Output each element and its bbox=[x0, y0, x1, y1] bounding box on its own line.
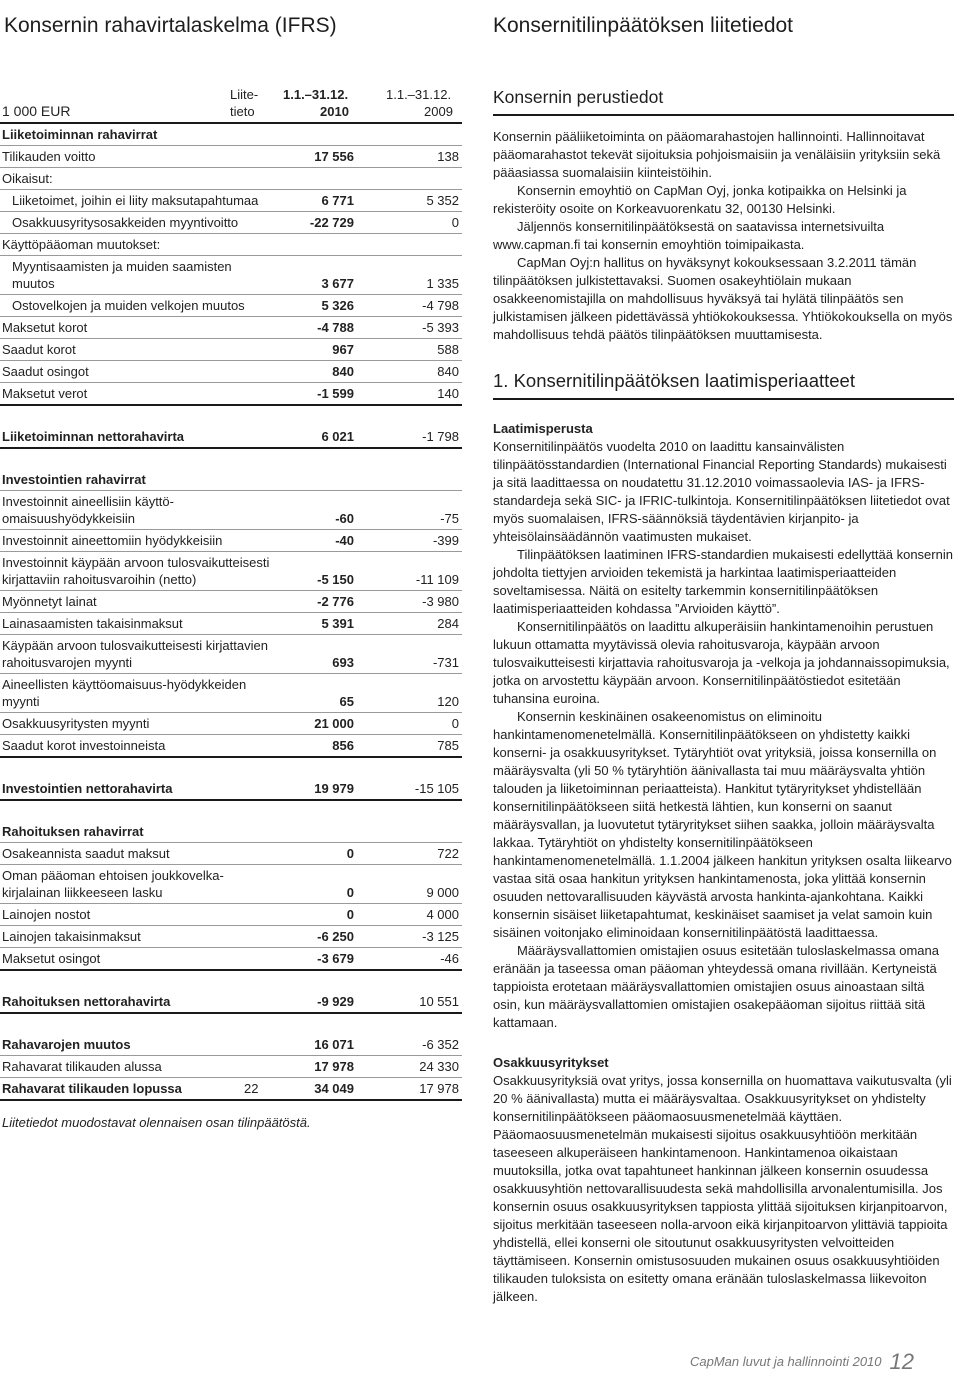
table-row bbox=[0, 735, 462, 758]
value-2009: 1 335 bbox=[426, 276, 459, 291]
table-row bbox=[0, 552, 462, 591]
value-2010: 34 049 bbox=[314, 1081, 354, 1096]
value-2010: -40 bbox=[335, 533, 354, 548]
page-title-right: Konsernitilinpäätöksen liitetiedot bbox=[493, 14, 794, 37]
value-2009: -4 798 bbox=[422, 298, 459, 313]
value-2010: 19 979 bbox=[314, 781, 354, 796]
total-row-investing bbox=[0, 778, 462, 801]
table-row bbox=[0, 865, 462, 904]
row-label: Käypään arvoon tulosvaikutteisesti kirjattavien rahoitusvarojen myynti bbox=[2, 638, 268, 670]
paragraph: Jäljennös konsernitilinpäätöksestä on saatavissa internetsivuilta www.capman.fi tai konsernin emoyhtiön toimipaikasta. bbox=[493, 219, 885, 252]
value-2009: -6 352 bbox=[422, 1037, 459, 1052]
table-row bbox=[0, 168, 462, 190]
row-label: Rahoituksen nettorahavirta bbox=[2, 994, 171, 1009]
value-2009: 4 000 bbox=[426, 907, 459, 922]
table-row bbox=[0, 339, 462, 361]
note-header-line2: tieto bbox=[230, 104, 255, 119]
value-2009: 17 978 bbox=[419, 1081, 459, 1096]
total-row-financing bbox=[0, 991, 462, 1014]
unit-label: 1 000 EUR bbox=[2, 103, 71, 119]
paragraph: Konsernin keskinäinen osakeenomistus on eliminoitu hankintamenomenetelmällä. Konsernitilinpäätökseen on yhdistetty kaikki konserni- ja osakkuusyritykset. Tytäryhtiöt ovat yrityksiä, joissa konsernilla on määräysvalta (yli 50 % tytäryhtiön äänivallasta tai muu määräysvalta yhtiön talouden ja liiketoiminnan periaatteista). Hankitut tytäryritykset yhdistellään konsernitilinpäätökseen siitä hetkestä lähtien, kun konserni on saanut määräysvallan, ja luovutetut tytäryritykset siihen saakka, jolloin määräysvalta lakkaa. Tytäryhtiöt on yhdistelty konsernitilinpäätökseen hankintamenomenetelmällä. 1.1.2004 jälkeen hankitun yrityksen osalta liikearvo vastaa sitä osaa hankitun yrityksen hankintamenosta, joka ylittää konsernin osuuden nettovarallisuuden käyvästä arvosta hankinta-ajankohtana. Kaikki konsernin sisäiset liiketapahtumat, keskinäiset saamiset ja velat samoin kuin sisäinen voitonjako eliminoidaan konsernitilinpäätöstä laadittaessa. bbox=[493, 709, 952, 940]
note-header: Liite- bbox=[230, 87, 259, 102]
value-2010: 6 771 bbox=[321, 193, 354, 208]
value-2009: -399 bbox=[432, 533, 459, 548]
value-2010: 17 556 bbox=[314, 149, 354, 164]
value-2009: 0 bbox=[451, 215, 459, 230]
value-2010: 65 bbox=[339, 694, 354, 709]
value-2010: 0 bbox=[346, 846, 354, 861]
row-label: Liiketoiminnan rahavirrat bbox=[2, 127, 158, 142]
value-2009: -731 bbox=[432, 655, 459, 670]
section-heading-basic-info: Konsernin perustiedot bbox=[493, 88, 954, 116]
row-label: Myönnetyt lainat bbox=[2, 594, 97, 609]
table-row bbox=[0, 613, 462, 635]
col-2010-period: 1.1.–31.12. bbox=[283, 87, 349, 102]
row-label: Investoinnit käypään arvoon tulosvaikutteisesti kirjattaviin rahoitusvaroihin (netto) bbox=[2, 555, 270, 587]
value-2010: 5 326 bbox=[321, 298, 354, 313]
value-2010: -9 929 bbox=[317, 994, 354, 1009]
cash-flow-table bbox=[0, 78, 462, 1130]
page-title-left: Konsernin rahavirtalaskelma (IFRS) bbox=[4, 14, 337, 37]
value-2009: 138 bbox=[437, 149, 459, 164]
row-label: Rahavarat tilikauden alussa bbox=[2, 1059, 162, 1074]
row-label: Käyttöpääoman muutokset: bbox=[2, 237, 161, 252]
table-row bbox=[0, 1056, 462, 1078]
value-2010: 840 bbox=[332, 364, 354, 379]
paragraph: Osakkuusyrityksiä ovat yritys, jossa konsernilla on huomattava vaikutusvalta (yli 20 % äänivallasta) mutta ei määräysvaltaa. Osakkuusyritykset on yhdistelty konsernitilinpäätökseen pääomaosuusmenetelmää käyttäen. Pääomaosuusmenetelmän mukaisesti sijoitus osakkuusyhtiöön merkitään taseeseen alkuperäiseen hankintamenoon. Hankintamenoa oikaistaan muutoksilla, jotka ovat tapahtuneet hankinnan jälkeen konsernin osuudessa osakkuusyhtiön nettovarallisuudesta sekä mahdollisilla arvonalentumisilla. Jos konsernin osuus osakkuusyrityksen tappiosta ylittää sijoituksen kirjanpitoarvon, sijoitus merkitään taseeseen nolla-arvoon eikä kirjanpitoarvon ylittäviä tappioita yhdistellä, ellei konserni ole sitoutunut osakkuusyritysten velvoitteiden täyttämiseen. Konsernin omistusosuuden mukainen osuus osakkuusyhtiöiden tilikauden tuloksista on esitetty omana eränään tuloslaskelmassa liikevoiton jälkeen. bbox=[493, 1073, 952, 1304]
note-ref: 22 bbox=[244, 1081, 259, 1096]
paragraph: Konsernitilinpäätös on laadittu alkuperäisiin hankintamenoihin perustuen lukuun ottamatta myytävissä olevia rahoitusvaroja, käypään arvoon tulosvaikutteisesti kirjattavia rahoitusvaroja ja -velkoja ja johdannaissopimuksia, jotka on arvostettu käypään arvoon. Konsernitilinpäätöstiedot esitetään tuhansina euroina. bbox=[493, 619, 950, 706]
table-row bbox=[0, 926, 462, 948]
page-number: 12 bbox=[889, 1349, 914, 1374]
value-2010: 0 bbox=[346, 907, 354, 922]
value-2010: 6 021 bbox=[321, 429, 354, 444]
value-2010: -5 150 bbox=[317, 572, 354, 587]
table-row bbox=[0, 843, 462, 865]
paragraph: Määräysvallattomien omistajien osuus esitetään tuloslaskelmassa omana eränään ja taseessa oman pääoman yhteydessä omana rivillään. Kertyneistä tappioista erotetaan määräysvallattomien omistajien osuus ainoastaan siltä osin, kun määräysvallattomien omistajien osakepääoman sijoitus riittää sitä kattamaan. bbox=[493, 943, 939, 1030]
row-label: Investointien nettorahavirta bbox=[2, 781, 173, 796]
row-label: Investoinnit aineettomiin hyödykkeisiin bbox=[2, 533, 223, 548]
paragraph: Konsernitilinpäätös vuodelta 2010 on laadittu kansainvälisten tilinpäätösstandardien (International Financial Reporting Standards) mukaisesti ja sitä laadittaessa on noudatettu 31.12.2010 voimassaolevia IAS- ja IFRS-standardeja sekä SIC- ja IFRIC-tulkintoja. Konsernitilinpäätöksen liitetiedot ovat myös suomalaisen, IFRS-säännöksiä täydentävien kirjanpito- ja yhteisölainsäädännön vaatimusten mukaiset. bbox=[493, 439, 950, 544]
table-row bbox=[0, 383, 462, 406]
paragraph: CapMan Oyj:n hallitus on hyväksynyt kokouksessaan 3.2.2011 tämän tilinpäätöksen julkistettavaksi. Suomen osakeyhtiölain mukaan osakkeenomistajilla on mahdollisuus hyväksyä tai hylätä tilinpäätös sen julkistamisen jälkeen pidettävässä yhtiökokouksessa. Yhtiökokouksella on myös mahdollisuus tehdä päätös tilinpäätöksen muuttamisesta. bbox=[493, 255, 953, 342]
value-2009: -3 980 bbox=[422, 594, 459, 609]
table-row bbox=[0, 190, 462, 212]
value-2010: -3 679 bbox=[317, 951, 354, 966]
value-2009: 120 bbox=[437, 694, 459, 709]
section-heading-investing bbox=[0, 469, 462, 491]
page-footer bbox=[690, 1346, 952, 1372]
row-label: Maksetut osingot bbox=[2, 951, 101, 966]
value-2010: 17 978 bbox=[314, 1059, 354, 1074]
table-row bbox=[0, 146, 462, 168]
value-2009: 5 352 bbox=[426, 193, 459, 208]
row-label: Lainojen nostot bbox=[2, 907, 91, 922]
table-row bbox=[0, 948, 462, 971]
value-2009: 785 bbox=[437, 738, 459, 753]
table-row bbox=[0, 212, 462, 234]
value-2009: -75 bbox=[440, 511, 459, 526]
row-label: Lainojen takaisinmaksut bbox=[2, 929, 141, 944]
value-2009: 588 bbox=[437, 342, 459, 357]
value-2009: 0 bbox=[451, 716, 459, 731]
value-2009: -5 393 bbox=[422, 320, 459, 335]
section-heading-financing bbox=[0, 821, 462, 843]
table-row bbox=[0, 530, 462, 552]
value-2010: 967 bbox=[332, 342, 354, 357]
value-2009: 840 bbox=[437, 364, 459, 379]
value-2009: -1 798 bbox=[422, 429, 459, 444]
table-row bbox=[0, 713, 462, 735]
table-row bbox=[0, 234, 462, 256]
row-label: Myyntisaamisten ja muiden saamisten muutos bbox=[12, 259, 232, 291]
value-2009: -46 bbox=[440, 951, 459, 966]
value-2010: 3 677 bbox=[321, 276, 354, 291]
row-label: Ostovelkojen ja muiden velkojen muutos bbox=[12, 298, 245, 313]
table-row bbox=[0, 674, 462, 713]
subheading-basis-of-preparation: Laatimisperusta bbox=[493, 421, 593, 436]
value-2009: 10 551 bbox=[419, 994, 459, 1009]
row-label: Osakkuusyritysosakkeiden myyntivoitto bbox=[12, 215, 239, 230]
col-2010-year: 2010 bbox=[320, 104, 349, 119]
value-2009: -15 105 bbox=[414, 781, 459, 796]
row-label: Maksetut korot bbox=[2, 320, 88, 335]
table-row bbox=[0, 317, 462, 339]
paragraph: Tilinpäätöksen laatiminen IFRS-standardien mukaisesti edellyttää konsernin johdolta tiettyjen arvioiden tekemistä ja harkintaa laatimisperiaatteiden soveltamisessa. Näitä on esitelty tarkemmin konsernitilinpäätöksen laatimisperiaatteiden kohdassa ”Arvioiden käyttö”. bbox=[493, 547, 953, 616]
value-2009: -11 109 bbox=[415, 572, 459, 587]
section-heading-operating bbox=[0, 124, 462, 146]
section-heading-accounting-principles: 1. Konsernitilinpäätöksen laatimisperiaatteet bbox=[493, 372, 954, 400]
value-2009: 9 000 bbox=[426, 885, 459, 900]
value-2010: 856 bbox=[332, 738, 354, 753]
row-label: Saadut osingot bbox=[2, 364, 89, 379]
value-2010: 21 000 bbox=[314, 716, 354, 731]
row-label: Lainasaamisten takaisinmaksut bbox=[2, 616, 183, 631]
value-2009: 722 bbox=[437, 846, 459, 861]
value-2010: -60 bbox=[335, 511, 354, 526]
table-row bbox=[0, 256, 462, 295]
total-row-operating bbox=[0, 426, 462, 449]
table-row bbox=[0, 904, 462, 926]
value-2010: 0 bbox=[346, 885, 354, 900]
table-footnote: Liitetiedot muodostavat olennaisen osan tilinpäätöstä. bbox=[2, 1115, 311, 1130]
value-2010: -6 250 bbox=[317, 929, 354, 944]
row-label: Investointien rahavirrat bbox=[2, 472, 146, 487]
paragraph: Konsernin emoyhtiö on CapMan Oyj, jonka kotipaikka on Helsinki ja rekisteröity osoite on Korkeavuorenkatu 32, 00130 Helsinki. bbox=[493, 183, 907, 216]
table-header bbox=[0, 78, 462, 124]
value-2009: 140 bbox=[437, 386, 459, 401]
row-label: Investoinnit aineellisiin käyttö-omaisuushyödykkeisiin bbox=[2, 494, 174, 526]
value-2010: 693 bbox=[332, 655, 354, 670]
row-label: Rahoituksen rahavirrat bbox=[2, 824, 144, 839]
table-row bbox=[0, 295, 462, 317]
value-2009: -3 125 bbox=[422, 929, 459, 944]
row-label: Osakkuusyritysten myynti bbox=[2, 716, 150, 731]
value-2010: -2 776 bbox=[317, 594, 354, 609]
value-2010: 16 071 bbox=[314, 1037, 354, 1052]
value-2010: -1 599 bbox=[317, 386, 354, 401]
row-label: Saadut korot investoinneista bbox=[2, 738, 166, 753]
value-2010: -4 788 bbox=[317, 320, 354, 335]
value-2009: 284 bbox=[437, 616, 459, 631]
col-2009-period: 1.1.–31.12. bbox=[386, 87, 452, 102]
subheading-associated-companies: Osakkuusyritykset bbox=[493, 1055, 609, 1070]
row-label: Saadut korot bbox=[2, 342, 76, 357]
value-2009: 24 330 bbox=[419, 1059, 459, 1074]
notes-column bbox=[493, 88, 954, 1306]
row-label: Rahavarat tilikauden lopussa bbox=[2, 1081, 182, 1096]
col-2009-year: 2009 bbox=[424, 104, 453, 119]
row-label: Aineellisten käyttöomaisuus-hyödykkeiden myynti bbox=[2, 677, 247, 709]
value-2010: 5 391 bbox=[321, 616, 354, 631]
cash-change-row bbox=[0, 1034, 462, 1056]
row-label: Tilikauden voitto bbox=[2, 149, 96, 164]
cash-end-row bbox=[0, 1078, 462, 1101]
table-row bbox=[0, 361, 462, 383]
value-2010: -22 729 bbox=[309, 215, 354, 230]
row-label: Osakeannista saadut maksut bbox=[2, 846, 170, 861]
table-row bbox=[0, 491, 462, 530]
footer-publication: CapMan luvut ja hallinnointi 2010 bbox=[690, 1354, 882, 1369]
table-row bbox=[0, 635, 462, 674]
row-label: Oman pääoman ehtoisen joukkovelka-kirjalainan liikkeeseen lasku bbox=[2, 868, 224, 900]
row-label: Maksetut verot bbox=[2, 386, 88, 401]
row-label: Rahavarojen muutos bbox=[2, 1037, 131, 1052]
row-label: Liiketoimet, joihin ei liity maksutapahtumaa bbox=[12, 193, 259, 208]
table-row bbox=[0, 591, 462, 613]
row-label: Oikaisut: bbox=[2, 171, 53, 186]
paragraph: Konsernin pääliiketoiminta on pääomarahastojen hallinnointi. Hallinnoitavat pääomarahastot tekevät sijoituksia pohjoismaisiin ja venäläisiin yrityksiin sekä pääasiassa suomalaisiin kiinteistöihin. bbox=[493, 129, 941, 180]
row-label: Liiketoiminnan nettorahavirta bbox=[2, 429, 185, 444]
